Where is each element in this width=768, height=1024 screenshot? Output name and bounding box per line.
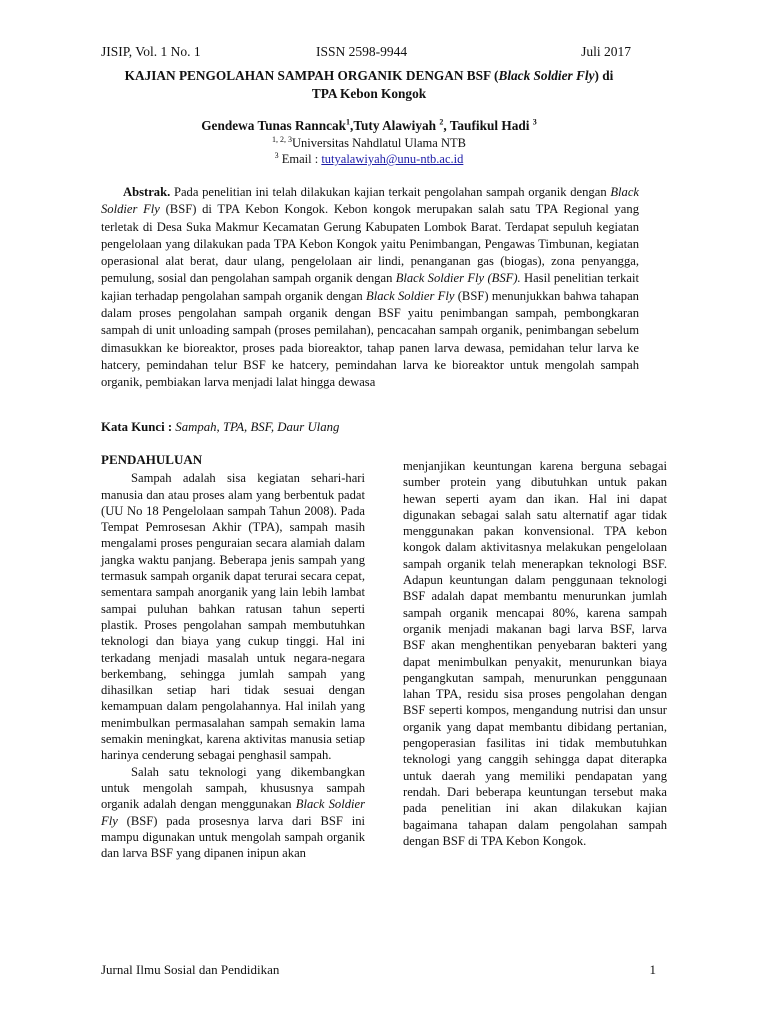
left-column: [101, 452, 365, 861]
issn: ISSN 2598-9944: [316, 44, 408, 59]
paragraph-2: [101, 764, 365, 862]
author-1-sup: 1: [346, 117, 351, 127]
keywords: [101, 420, 639, 435]
title-text-1: KAJIAN PENGOLAHAN SAMPAH ORGANIK DENGAN BSF (: [124, 68, 499, 83]
paragraph-2-text-a: Salah satu teknologi yang dikembangkan untuk mengolah sampah, khususnya sampah organik adalah dengan menggunakan: [101, 764, 365, 812]
abstract-italic-3: Black Soldier Fly: [366, 288, 455, 303]
author-2-sup: 2: [439, 117, 444, 127]
email-link[interactable]: tutyalawiyah@unu-ntb.ac.id: [321, 152, 464, 166]
author-list: [101, 118, 637, 134]
publication-date: Juli 2017: [581, 44, 631, 59]
affiliation: [101, 135, 637, 167]
keywords-label: Kata Kunci :: [101, 420, 173, 434]
author-2: ,Tuty Alawiyah: [350, 118, 440, 133]
running-header: [101, 44, 631, 62]
email-sup: 3: [274, 150, 279, 160]
abstract-label: Abstrak.: [123, 185, 171, 199]
footer-journal: Jurnal Ilmu Sosial dan Pendidikan: [101, 962, 280, 977]
affiliation-text: Universitas Nahdlatul Ulama NTB: [292, 136, 466, 150]
author-3-sup: 3: [532, 117, 537, 127]
abstract-text-1: Pada penelitian ini telah dilakukan kajian terkait pengolahan sampah organik dengan: [170, 185, 611, 199]
page-footer: [101, 962, 656, 978]
email-label: Email :: [278, 152, 322, 166]
page-number: 1: [649, 962, 656, 977]
right-column: [403, 458, 667, 849]
affiliation-sup: 1, 2, 3: [272, 134, 293, 144]
abstract: [101, 184, 639, 392]
author-3: , Taufikul Hadi: [443, 118, 533, 133]
paragraph-3: menjanjikan keuntungan karena berguna sebagai sumber protein yang dibutuhkan untuk pakan hewan seperti ayam dan ikan. Hal ini dapat digunakan sebagai salah satu alternatif agar tidak menggunakan pakan konvensional. TPA kebon kongok dalam aktivitasnya melakukan pengelolaan sampah organik telah menerapkan teknologi BSF. Adapun keuntungan dalam penggunaan teknologi BSF adalah dapat membantu menurunkan jumlah sampah organik mencapai 80%, karena sampah organik menjadi makanan bagi larva BSF, larva BSF akan menghentikan penyebaran bakteri yang dapat menimbulkan penyakit, menurunkan biaya pengangkutan sampah, menurunkan penggunaan lahan TPA, residu sisa proses pengolahan dengan BSF seperti kompos, mengandung nutrisi dan unsur organik yang dapat membantu dibidang pertanian, pengoperasian fasilitas ini tidak membutuhkan teknologi yang canggih sehingga dapat diterapka untuk daerah yang memiliki pendapatan yang rendah. Dari beberapa keuntungan tersebut maka pada penelitian ini akan dilakukan kajian bagaimana tahapan dalam pengolahan sampah dengan BSF di TPA Kebon Kongok.: [403, 459, 667, 848]
abstract-text-2: (BSF) di TPA Kebon Kongok. Kebon kongok merupakan salah satu TPA Regional yang terletak di Desa Suka Makmur Kecamatan Gerung Kabupaten Lombok Barat. Terdapat sepuluh kegiatan pengelolaan yang dilakukan pada TPA Kebon Kongok yaitu Penimbangan, Pengawas Timbunan, kegiatan operasional alat berat, daur ulang, pengelolaan air lindi, penanganan gas (biogas), zona penyangga, pemulung, sosial dan pengolahan sampah organik dengan: [101, 202, 639, 286]
paper-title: [101, 67, 637, 103]
paragraph-2-italic: Black Soldier Fly: [101, 797, 365, 828]
title-text-3: TPA Kebon Kongok: [311, 86, 427, 101]
journal-volume: JISIP, Vol. 1 No. 1: [101, 44, 201, 59]
paragraph-2-text-b: (BSF) pada prosesnya larva dari BSF ini mampu digunakan untuk mengolah sampah organik dan larva BSF yang dipanen inipun akan: [101, 813, 365, 861]
abstract-text-3: Hasil penelitian terkait kajian terhadap pengolahan sampah organik dengan: [101, 271, 640, 303]
section-heading: PENDAHULUAN: [101, 452, 203, 467]
paragraph-1: Sampah adalah sisa kegiatan sehari-hari manusia dan atau proses alam yang berbentuk padat (UU No 18 Pengelolaan sampah Tahun 2008). Pada Tempat Pemrosesan Akhir (TPA), sampah masih mengalami proses penguraian secara alamiah dalam jangka waktu panjang. Beberapa jenis sampah yang termasuk sampah organik dapat terurai secara cepat, sementara sampah anorganik yang lain lebih lambat sampai puluhan bahkan ratusan tahun seperti plastik. Proses pengolahan sampah membutuhkan teknologi dan biaya yang cukup tinggi. Hal ini terkadang menjadi masalah untuk negara-negara berkembang, sehingga jumlah sampah yang dihasilkan setiap hari tidak sesuai dengan kemampuan dalam pengolahannya. Hal inilah yang menimbulkan permasalahan sampah semakin lama semakin meningkat, karena aktivitas manusia setiap harinya cenderung sebagai penghasil sampah.: [101, 471, 365, 763]
abstract-text-4: (BSF) menunjukkan bahwa tahapan dalam proses pengolahan sampah organik dengan BSF yaitu penimbangan sampah, pembongkaran sampah di unit unloading sampah (proses pemilahan), pencacahan sampah organik, penimbangan sebelum dimasukkan ke bioreaktor, proses pada bioreaktor, tahap panen larva dewasa, pemidahan telur larva ke hatcery, pemindahan telur BSF ke hatcery, pemindahan larva ke bioreaktor untuk mengolah sampah organik, pembiakan larva menjadi lalat hingga dewasa: [101, 288, 639, 390]
title-italic: Black Soldier Fly: [498, 68, 595, 83]
keywords-value: Sampah, TPA, BSF, Daur Ulang: [172, 420, 340, 434]
abstract-italic-2: Black Soldier Fly (BSF).: [395, 271, 521, 286]
title-text-2: ) di: [594, 68, 614, 83]
author-1: Gendewa Tunas Ranncak: [201, 118, 347, 133]
abstract-italic-1: Black Soldier Fly: [101, 185, 639, 217]
